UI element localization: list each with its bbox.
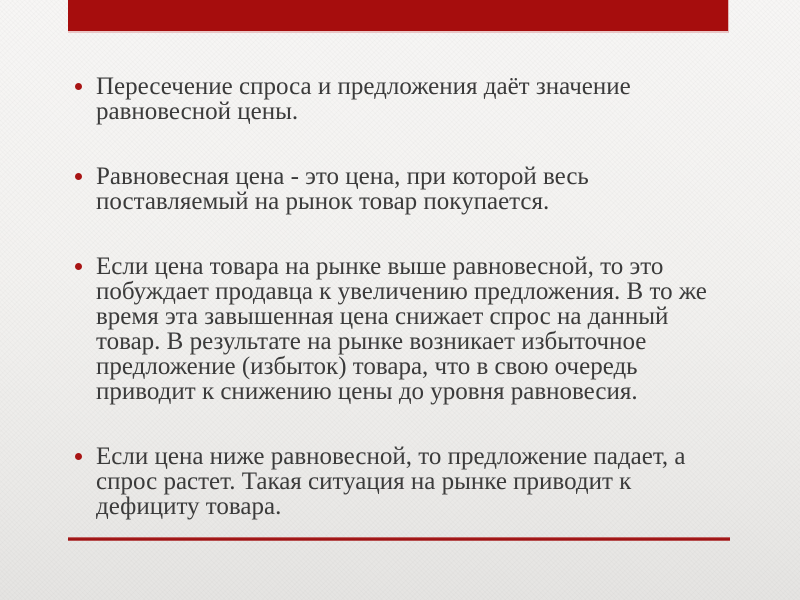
bullet-text-line: побуждает продавца к увеличению предложения. В то же bbox=[96, 278, 707, 305]
bullet-item-4 bbox=[96, 444, 736, 519]
bullet-text-line: приводит к снижению цены до уровня равновесия. bbox=[96, 378, 638, 405]
bullet-text-line: Пересечение спроса и предложения даёт значение bbox=[96, 73, 631, 100]
bullet-text-line: Если цена товара на рынке выше равновесной, то это bbox=[96, 253, 664, 280]
bullet-text-line: дефициту товара. bbox=[96, 493, 282, 520]
bullet-list bbox=[96, 74, 736, 559]
bullet-text-line: время эта завышенная цена снижает спрос на данный bbox=[96, 303, 669, 330]
bullet-text-line: Равновесная цена - это цена, при которой весь bbox=[96, 163, 589, 190]
bullet-item-1 bbox=[96, 74, 736, 124]
bullet-text-line: равновесной цены. bbox=[96, 98, 299, 125]
bullet-text-line: Если цена ниже равновесной, то предложение падает, а bbox=[96, 443, 686, 470]
bullet-item-2 bbox=[96, 164, 736, 214]
bullet-text-line: предложение (избыток) товара, что в свою очередь bbox=[96, 353, 638, 380]
footer-divider-line bbox=[68, 537, 730, 541]
bullet-text-line: спрос растет. Такая ситуация на рынке приводит к bbox=[96, 468, 632, 495]
bullet-item-3 bbox=[96, 254, 736, 404]
bullet-dot-icon bbox=[75, 263, 82, 270]
title-bar bbox=[68, 0, 729, 33]
bullet-text-line: товар. В результате на рынке возникает избыточное bbox=[96, 328, 647, 355]
bullet-text-line: поставляемый на рынок товар покупается. bbox=[96, 188, 550, 215]
bullet-dot-icon bbox=[75, 83, 82, 90]
bullet-dot-icon bbox=[75, 173, 82, 180]
bullet-dot-icon bbox=[75, 453, 82, 460]
